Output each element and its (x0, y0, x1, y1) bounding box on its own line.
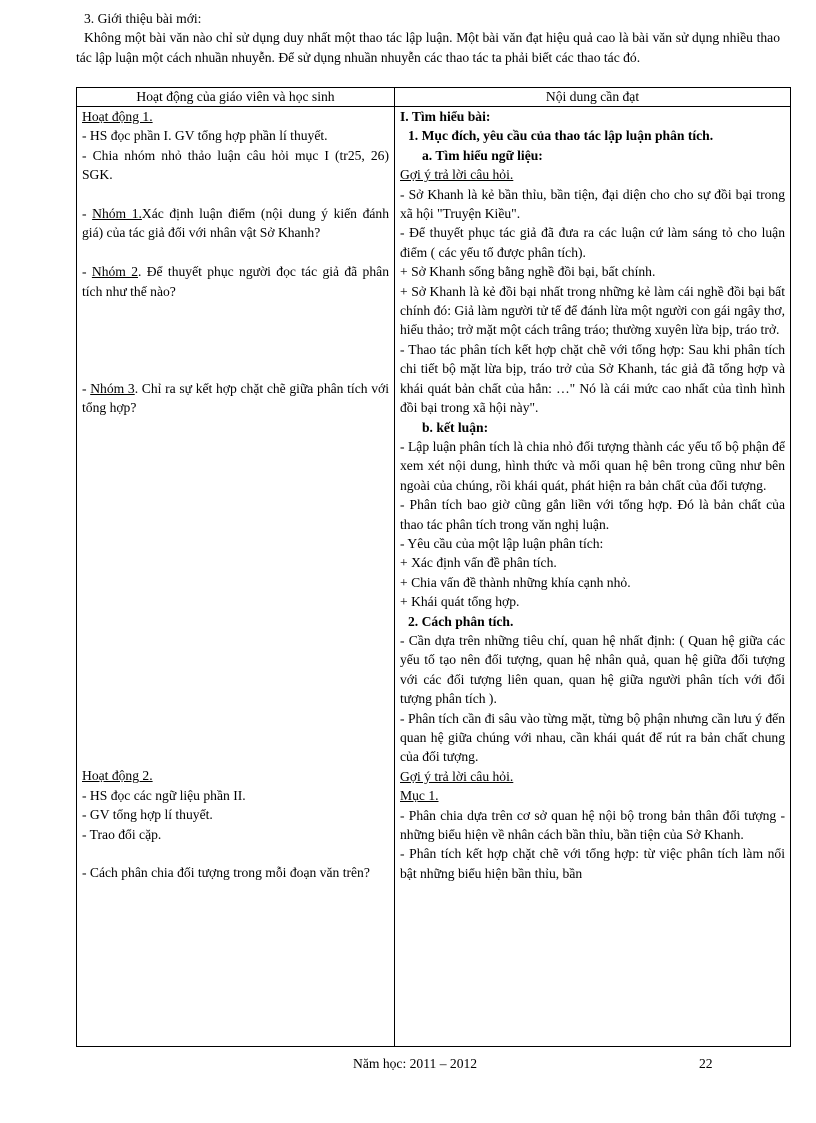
group-3-text: . Chỉ ra sự kết hợp chặt chẽ giữa phân tích với tổng hợp? (82, 380, 389, 416)
group-3-question: - Nhóm 3. Chỉ ra sự kết hợp chặt chẽ giữa phân tích với tổng hợp? (82, 380, 389, 416)
content-p2: - Để thuyết phục tác giả đã đưa ra các luận cứ làm sáng tỏ cho luận điểm ( các yếu tố được phân tích). (400, 225, 785, 260)
right-column (395, 107, 791, 1047)
answer-hint-label: Gợi ý trả lời câu hỏi. (400, 167, 514, 183)
lesson-table (76, 87, 791, 1047)
content-p8: - Yêu cầu của một lập luận phân tích: (400, 535, 604, 551)
answer-hint-label-2: Gợi ý trả lời câu hỏi. (400, 768, 514, 784)
table-body-row (77, 107, 791, 1047)
group-2-label: Nhóm 2 (91, 264, 138, 280)
section-1-title: I. Tìm hiểu bài: (400, 109, 491, 124)
activity-2-title: Hoạt động 2. (82, 768, 153, 784)
page-number: 22 (699, 1056, 713, 1071)
content-p3: + Sở Khanh sống bằng nghề đồi bại, bất chính. (400, 264, 656, 280)
content-p4: + Sở Khanh là kẻ đồi bại nhất trong những kẻ làm cái nghề đồi bại bất chính đó: Giả làm người tử tế để đánh lừa một người con gái ngây thơ, hiếu thảo; trở mặt một cách trâng tráo; thường xuyên lừa bịp, tráo trở. (400, 283, 785, 338)
activity-2-line-2: - GV tổng hợp lí thuyết. (82, 807, 213, 823)
intro-section (76, 9, 780, 67)
content-p5: - Thao tác phân tích kết hợp chặt chẽ với tổng hợp: Sau khi phân tích chi tiết bộ mặt lừa bịp, tráo trở của Sở Khanh, tác giả đã tổng hợp và khái quát bản chất của hắn: …" Nó là cái mức cao nhất của tình hình đồi bại trong xã hội này". (400, 341, 785, 416)
content-p14: - Phân chia dựa trên cơ sở quan hệ nội bộ trong bản thân đối tượng - những biểu hiện về nhân cách bần thỉu, bần tiện của Sở Khanh. (400, 807, 785, 843)
left-column (77, 107, 395, 1047)
header-content: Nội dung cần đạt (395, 88, 791, 107)
activity-1-line-2: - Chia nhóm nhỏ thảo luận câu hỏi mục I (tr25, 26) SGK. (82, 147, 389, 183)
header-teacher-activities: Hoạt động của giáo viên và học sinh (77, 88, 395, 107)
activity-2-question: - Cách phân chia đối tượng trong mỗi đoạn văn trên? (82, 865, 370, 881)
item-1-label: Mục 1. (400, 788, 439, 804)
content-p10: + Chia vấn đề thành những khía cạnh nhỏ. (400, 574, 631, 590)
activity-1-title: Hoạt động 1. (82, 109, 153, 124)
content-p1: - Sở Khanh là kẻ bần thỉu, bần tiện, đại diện cho cho sự đồi bại trong xã hội "Truyện Kiều". (400, 186, 785, 222)
school-year: Năm học: 2011 – 2012 (353, 1056, 478, 1071)
intro-heading: 3. Giới thiệu bài mới: (84, 11, 202, 26)
content-p9: + Xác định vấn đề phân tích. (400, 555, 557, 571)
section-1-2-title: 2. Cách phân tích. (408, 613, 514, 629)
content-p11: + Khái quát tổng hợp. (400, 594, 520, 610)
activity-1-line-1: - HS đọc phần I. GV tổng hợp phần lí thuyết. (82, 128, 328, 144)
group-3-label: Nhóm 3 (90, 380, 135, 396)
table-header-row (77, 88, 791, 107)
intro-paragraph: Không một bài văn nào chỉ sử dụng duy nhất một thao tác lập luận. Một bài văn đạt hiệu quả cao là bài văn sử dụng nhiều thao tác lập luận một cách nhuần nhuyễn. Để sử dụng nhuần nhuyễn các thao tác ta phải biết các thao tác đó. (76, 30, 780, 65)
content-p12: - Cần dựa trên những tiêu chí, quan hệ nhất định: ( Quan hệ giữa các yếu tố tạo nên đối tượng, quan hệ nhân quả, quan hệ giữa đối tượng với các đối tượng liên quan, quan hệ giữa người phân tích với đối tượng phân tích ). (400, 632, 785, 707)
group-2-question: - Nhóm 2. Để thuyết phục người đọc tác giả đã phân tích như thế nào? (82, 264, 389, 299)
group-1-label: Nhóm 1. (92, 206, 142, 222)
section-1-1b-title: b. kết luận: (422, 419, 489, 435)
group-2-text: . Để thuyết phục người đọc tác giả đã phân tích như thế nào? (82, 264, 389, 299)
content-p13: - Phân tích cần đi sâu vào từng mặt, từng bộ phận nhưng cần lưu ý đến quan hệ giữa chúng với nhau, cần khái quát để rút ra bản chất chung của đối tượng. (400, 710, 785, 765)
content-p15: - Phân tích kết hợp chặt chẽ với tổng hợp: từ việc phân tích làm nổi bật những biểu hiện bần thỉu, bần (400, 846, 785, 881)
activity-2-line-3: - Trao đổi cặp. (82, 826, 162, 842)
content-p6: - Lập luận phân tích là chia nhỏ đối tượng thành các yếu tố bộ phận để xem xét nội dung, hình thức và mối quan hệ bên trong cũng như bên ngoài của chúng, rồi khái quát, phát hiện ra bản chất của đối tượng. (400, 438, 785, 493)
activity-2-line-1: - HS đọc các ngữ liệu phần II. (82, 787, 246, 803)
section-1-1a-title: a. Tìm hiểu ngữ liệu: (422, 147, 543, 163)
section-1-1-title: 1. Mục đích, yêu cầu của thao tác lập luận phân tích. (408, 128, 714, 144)
page-footer (0, 1054, 816, 1074)
group-1-question: - Nhóm 1.Xác định luận điểm (nội dung ý kiến đánh giá) của tác giả đối với nhân vật Sở Khanh? (82, 206, 389, 241)
group-1-text: Xác định luận điểm (nội dung ý kiến đánh giá) của tác giả đối với nhân vật Sở Khanh? (82, 206, 389, 241)
content-p7: - Phân tích bao giờ cũng gắn liền với tổng hợp. Đó là bản chất của thao tác phân tích trong văn nghị luận. (400, 497, 785, 532)
